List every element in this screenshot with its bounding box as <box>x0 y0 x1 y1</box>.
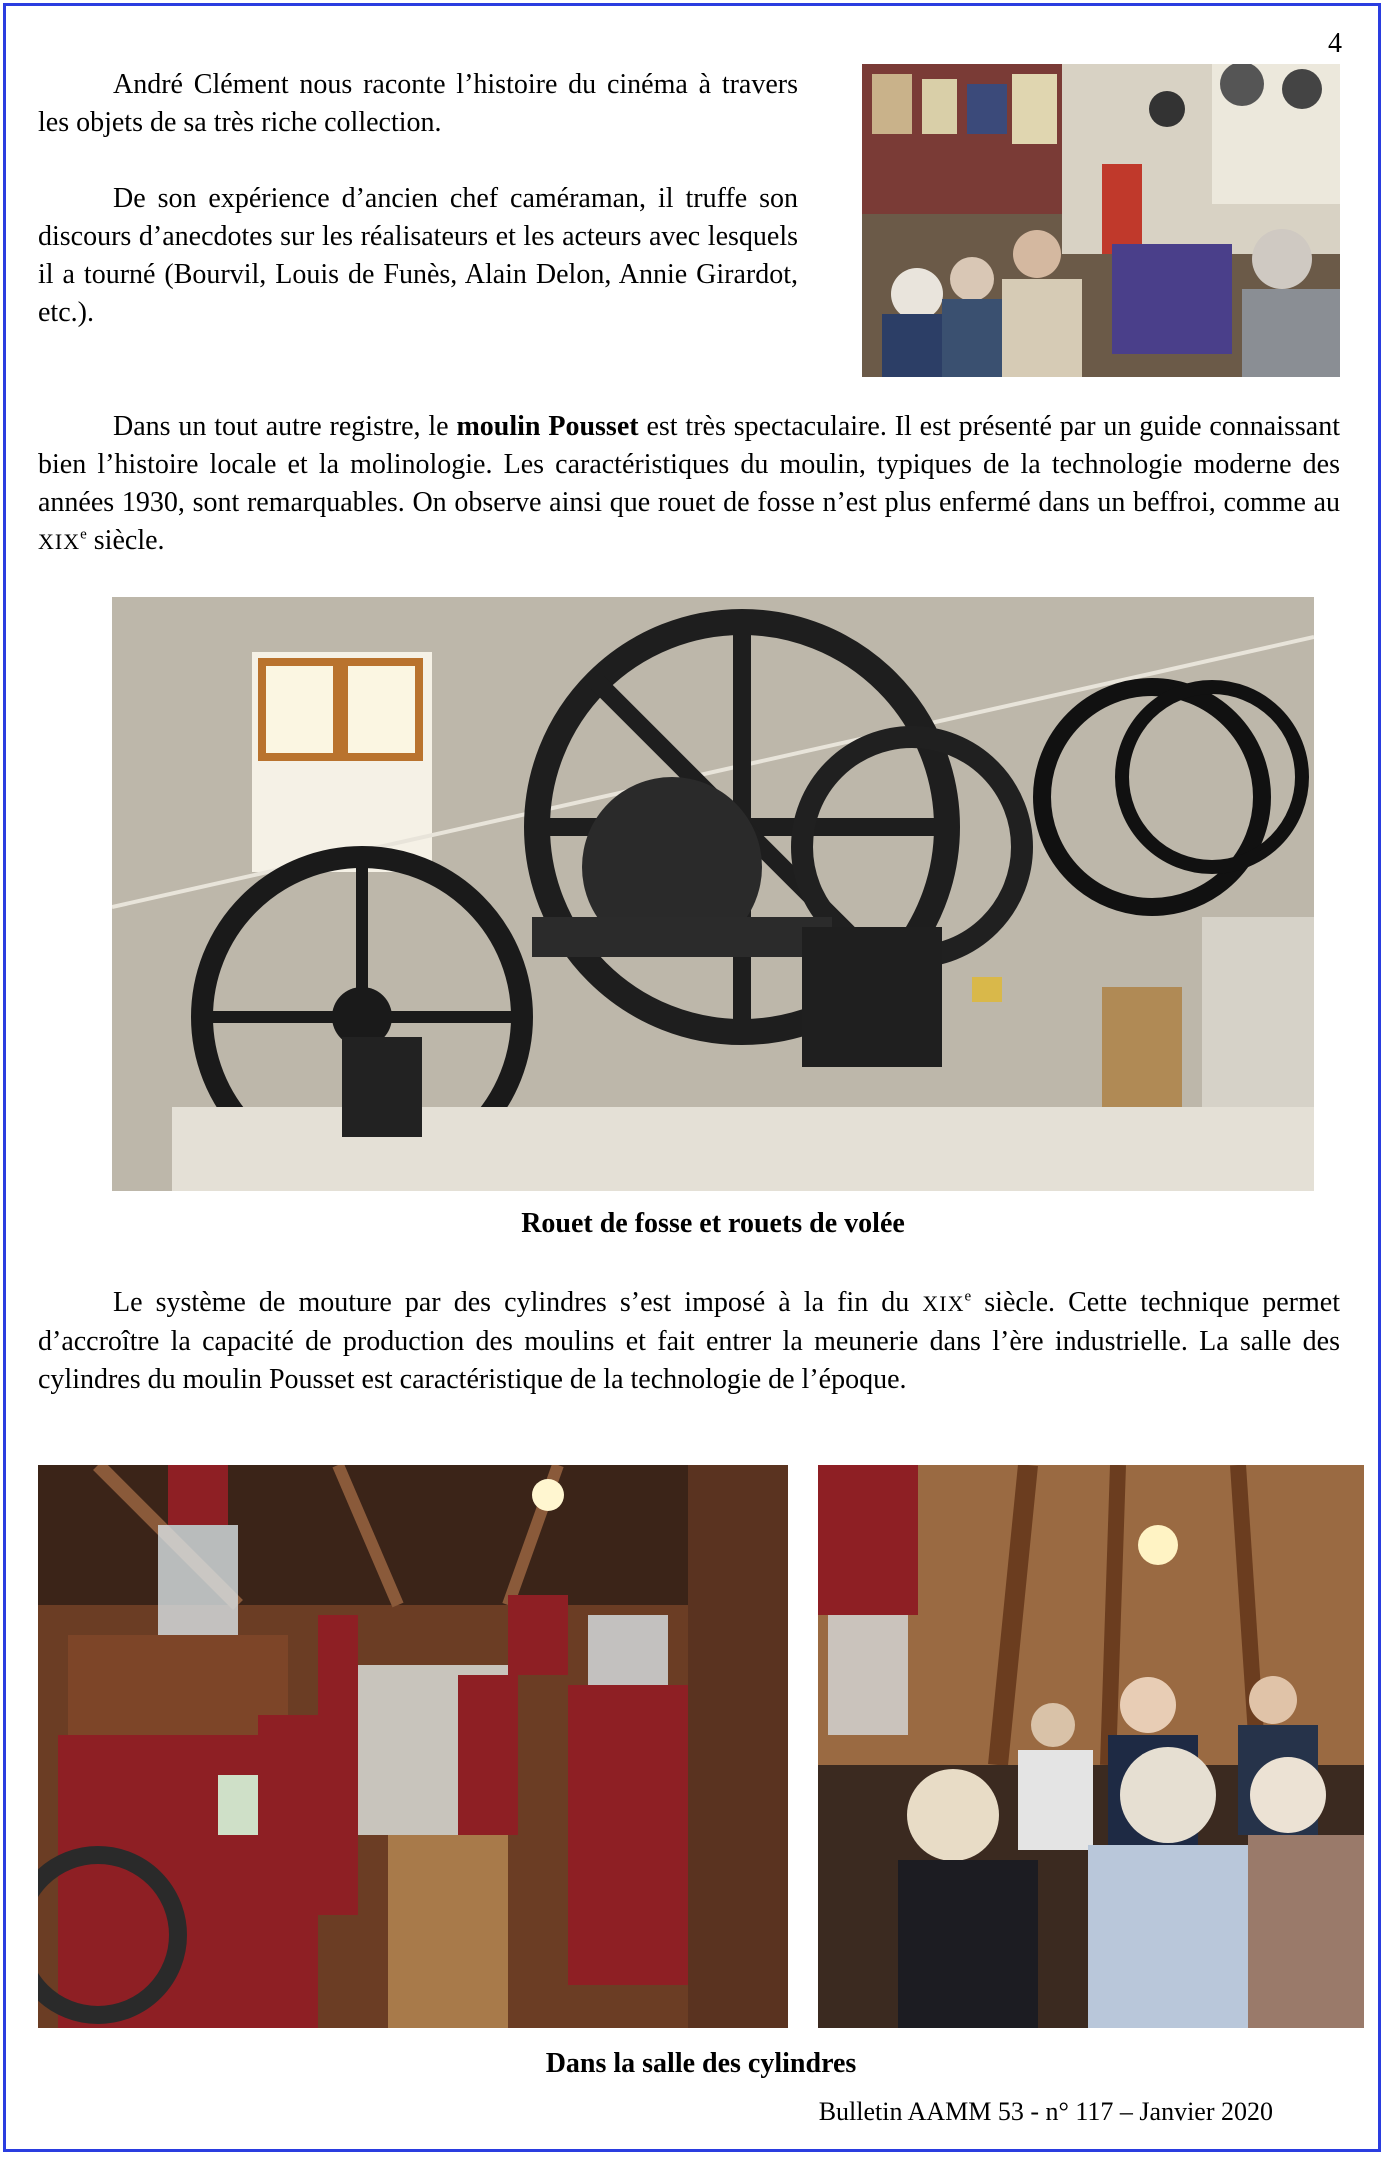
intro-paragraph-2: De son expérience d’ancien chef caméraman, il truffe son discours d’anecdotes sur les réalisateurs et les acteurs avec lesquels il a tourné (Bourvil, Louis de Funès, Alain Delon, Annie Girardot, etc.). <box>38 183 798 328</box>
footer-bulletin: Bulletin AAMM 53 - n° 117 – Janvier 2020 <box>818 2097 1273 2126</box>
page-number: 4 <box>1328 28 1342 59</box>
intro-paragraph-1: André Clément nous raconte l’histoire du cinéma à travers les objets de sa très riche collection. <box>38 69 798 138</box>
cylindres-paragraph: Le système de mouture par des cylindres s’est imposé à la fin du XIXe siècle. Cette technique permet d’accroître la capacité de production des moulins et fait entrer la meunerie dans l’ère industrielle. La salle des cylindres du moulin Pousset est caractéristique de la technologie de l’époque. <box>38 1287 1340 1395</box>
photo-cinema-collection <box>862 64 1340 377</box>
photo-salle-cylindres-machines <box>38 1465 788 2028</box>
caption-cylindres: Dans la salle des cylindres <box>545 2048 857 2079</box>
moulin-name: moulin Pousset <box>456 411 639 442</box>
photo-salle-cylindres-visiteurs <box>818 1465 1364 2028</box>
moulin-paragraph: Dans un tout autre registre, le moulin Pousset est très spectaculaire. Il est présenté par un guide connaissant bien l’histoire locale et la molinologie. Les caractéristiques du moulin, typiques de la technologie moderne des années 1930, sont remarquables. On observe ainsi que rouet de fosse n’est plus enfermé dans un beffroi, comme au XIXe siècle. <box>38 411 1341 556</box>
photo-rouets <box>112 597 1314 1191</box>
caption-rouets: Rouet de fosse et rouets de volée <box>521 1208 905 1239</box>
